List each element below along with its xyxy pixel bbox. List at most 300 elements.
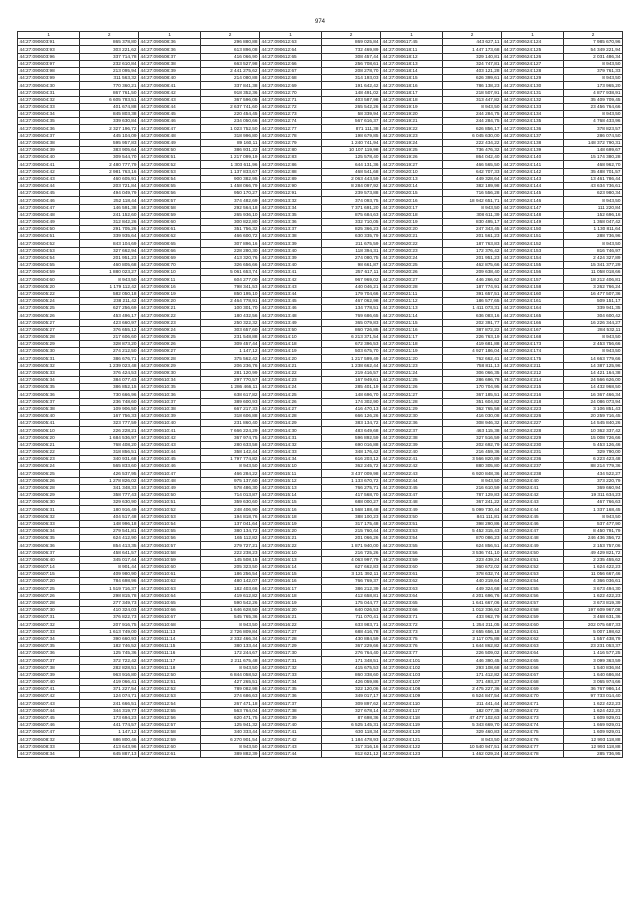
cadastral-value-cell: 223 439,24 bbox=[443, 556, 502, 563]
cadastral-number-cell: 44:27:090603:93 bbox=[18, 46, 80, 53]
cadastral-value-cell: 8 943,50 bbox=[201, 621, 260, 628]
cadastral-value-cell: 386 676,71 bbox=[80, 355, 139, 362]
cadastral-value-cell: 241 666,51 bbox=[80, 700, 139, 707]
cadastral-number-cell: 44:27:090610:47 bbox=[138, 470, 200, 477]
cadastral-number-cell: 44:27:090609:16 bbox=[138, 283, 200, 290]
cadastral-number-cell: 44:27:090608:52 bbox=[138, 161, 200, 168]
cadastral-value-cell: 6 524 847,54 bbox=[443, 693, 502, 700]
cadastral-number-cell: 44:27:090624:65 bbox=[501, 657, 563, 664]
cadastral-value-cell: 1 540 836,84 bbox=[564, 664, 623, 671]
cadastral-number-cell: 44:27:090608:53 bbox=[138, 168, 200, 175]
cadastral-number-cell: 44:27:090610:53 bbox=[138, 513, 200, 520]
cadastral-value-cell: 1 179 112,42 bbox=[80, 283, 139, 290]
cadastral-number-cell: 44:27:090609:10 bbox=[138, 269, 200, 276]
cadastral-number-cell: 44:27:090619:20 bbox=[380, 111, 442, 118]
cadastral-number-cell: 44:27:090612:55 bbox=[138, 707, 200, 714]
table-row bbox=[18, 125, 623, 132]
cadastral-value-cell: 3 099 363,59 bbox=[564, 657, 623, 664]
cadastral-number-cell: 44:27:090617:38 bbox=[259, 707, 321, 714]
cadastral-number-cell: 44:27:090613:42 bbox=[259, 276, 321, 283]
cadastral-value-cell: 466 284,22 bbox=[201, 470, 260, 477]
cadastral-value-cell: 419 681,88 bbox=[443, 341, 502, 348]
cadastral-value-cell: 359 630,60 bbox=[201, 499, 260, 506]
cadastral-value-cell: 2 441 275,62 bbox=[201, 67, 260, 74]
table-row bbox=[18, 664, 623, 671]
cadastral-value-cell: 503 675,70 bbox=[322, 348, 381, 355]
cadastral-number-cell: 44:27:090624:62 bbox=[501, 635, 563, 642]
table-row bbox=[18, 434, 623, 441]
table-row bbox=[18, 592, 623, 599]
cadastral-number-cell: 44:27:090616:10 bbox=[259, 549, 321, 556]
cadastral-value-cell: 257 617,11 bbox=[322, 269, 381, 276]
cadastral-value-cell: 2 235 455,62 bbox=[564, 556, 623, 563]
cadastral-number-cell: 44:27:090624:50 bbox=[501, 549, 563, 556]
table-row bbox=[18, 89, 623, 96]
cadastral-value-cell: 419 612,82 bbox=[201, 592, 260, 599]
cadastral-number-cell: 44:27:090608:51 bbox=[138, 154, 200, 161]
cadastral-value-cell: 880 305,80 bbox=[443, 463, 502, 470]
cadastral-value-cell: 416 066,90 bbox=[201, 53, 260, 60]
cadastral-value-cell: 118 394,31 bbox=[322, 247, 381, 254]
cadastral-value-cell: 7 666 224,29 bbox=[201, 427, 260, 434]
cadastral-value-cell: 596 892,59 bbox=[322, 434, 381, 441]
cadastral-number-cell: 44:27:090623:59 bbox=[380, 556, 442, 563]
table-row bbox=[18, 563, 623, 570]
cadastral-value-cell: 466 565,50 bbox=[443, 161, 502, 168]
table-row bbox=[18, 635, 623, 642]
cadastral-number-cell: 44:27:090612:53 bbox=[138, 693, 200, 700]
table-row bbox=[18, 60, 623, 67]
cadastral-value-cell: 125 941,32 bbox=[201, 722, 260, 729]
cadastral-number-cell: 44:27:090610:61 bbox=[138, 571, 200, 578]
cadastral-number-cell: 44:27:090624:144 bbox=[501, 182, 563, 189]
table-row bbox=[18, 448, 623, 455]
cadastral-value-cell: 280 633,58 bbox=[201, 441, 260, 448]
cadastral-number-cell: 44:27:090624:142 bbox=[501, 168, 563, 175]
cadastral-value-cell: 446 390,45 bbox=[443, 657, 502, 664]
cadastral-value-cell: 770 360,21 bbox=[80, 82, 139, 89]
cadastral-number-cell: 44:27:090608:48 bbox=[138, 132, 200, 139]
cadastral-number-cell: 44:27:090624:61 bbox=[501, 628, 563, 635]
cadastral-value-cell: 3 566 820,89 bbox=[443, 456, 502, 463]
cadastral-number-cell: 44:27:090624:66 bbox=[501, 664, 563, 671]
cadastral-value-cell: 6 223 423,48 bbox=[564, 456, 623, 463]
cadastral-number-cell: 44:27:090612:88 bbox=[259, 168, 321, 175]
cadastral-value-cell: 282 828,51 bbox=[80, 664, 139, 671]
cadastral-value-cell: 337 714,78 bbox=[80, 53, 139, 60]
cadastral-number-cell: 44:27:090617:43 bbox=[259, 743, 321, 750]
cadastral-value-cell: 434 522,27 bbox=[564, 470, 623, 477]
cadastral-number-cell: 44:27:090607:25 bbox=[18, 585, 80, 592]
cadastral-number-cell: 44:27:090624:158 bbox=[501, 283, 563, 290]
cadastral-value-cell: 327 678,14 bbox=[322, 707, 381, 714]
cadastral-number-cell: 44:27:090614:30 bbox=[259, 427, 321, 434]
cadastral-number-cell: 44:27:090624:133 bbox=[501, 103, 563, 110]
cadastral-value-cell: 167 949,61 bbox=[322, 377, 381, 384]
cadastral-number-cell: 44:27:090604:33 bbox=[18, 103, 80, 110]
cadastral-number-cell: 44:27:090615:11 bbox=[259, 470, 321, 477]
cadastral-number-cell: 44:27:090617:32 bbox=[259, 664, 321, 671]
cadastral-number-cell: 44:27:090620:28 bbox=[380, 283, 442, 290]
cadastral-value-cell: 403 121,28 bbox=[443, 67, 502, 74]
cadastral-value-cell: 231 860,40 bbox=[201, 420, 260, 427]
cadastral-value-cell: 194 818,76 bbox=[201, 513, 260, 520]
cadastral-value-cell: 274 686,63 bbox=[201, 693, 260, 700]
cadastral-value-cell: 1 622 422,23 bbox=[564, 592, 623, 599]
cadastral-value-cell: 327 516,59 bbox=[443, 434, 502, 441]
table-row bbox=[18, 420, 623, 427]
cadastral-value-cell: 15 174 380,28 bbox=[564, 154, 623, 161]
cadastral-number-cell: 44:27:090624:63 bbox=[501, 642, 563, 649]
cadastral-value-cell: 8 943,50 bbox=[80, 276, 139, 283]
cadastral-number-cell: 44:27:090612:63 bbox=[259, 39, 321, 46]
cadastral-value-cell: 732 469,89 bbox=[322, 46, 381, 53]
cadastral-value-cell: 449 324,68 bbox=[443, 585, 502, 592]
cadastral-value-cell: 219 416,57 bbox=[322, 369, 381, 376]
cadastral-number-cell: 44:27:090603:91 bbox=[18, 39, 80, 46]
cadastral-value-cell: 391 657,51 bbox=[443, 290, 502, 297]
cadastral-number-cell: 44:27:090624:56 bbox=[501, 592, 563, 599]
cadastral-value-cell: 203 721,84 bbox=[80, 182, 139, 189]
cadastral-value-cell: 640 026,53 bbox=[322, 607, 381, 614]
cadastral-number-cell: 44:27:090608:41 bbox=[138, 82, 200, 89]
cadastral-value-cell: 3 673 494,30 bbox=[564, 585, 623, 592]
cadastral-value-cell: 403 587,98 bbox=[322, 96, 381, 103]
cadastral-value-cell: 307 896,16 bbox=[201, 240, 260, 247]
cadastral-value-cell: 360 672,02 bbox=[443, 563, 502, 570]
cadastral-number-cell: 44:27:090621:27 bbox=[380, 391, 442, 398]
cadastral-value-cell: 466 600,72 bbox=[201, 233, 260, 240]
cadastral-number-cell: 44:27:090623:49 bbox=[380, 506, 442, 513]
cadastral-value-cell: 867 761,50 bbox=[80, 89, 139, 96]
cadastral-number-cell: 44:27:090624:151 bbox=[501, 233, 563, 240]
cadastral-value-cell: 15 341 377,29 bbox=[564, 262, 623, 269]
cadastral-value-cell: 620 471,75 bbox=[201, 714, 260, 721]
table-row bbox=[18, 398, 623, 405]
cadastral-value-cell: 308 457,44 bbox=[322, 53, 381, 60]
cadastral-value-cell: 214 080,88 bbox=[201, 75, 260, 82]
cadastral-number-cell: 44:27:090612:89 bbox=[259, 175, 321, 182]
cadastral-number-cell: 44:27:090610:52 bbox=[138, 506, 200, 513]
table-row bbox=[18, 333, 623, 340]
cadastral-value-cell: 412 658,81 bbox=[322, 592, 381, 599]
cadastral-number-cell: 44:27:090608:46 bbox=[138, 118, 200, 125]
cadastral-value-cell: 329 790,00 bbox=[564, 448, 623, 455]
cadastral-value-cell: 326 656,66 bbox=[201, 262, 260, 269]
cadastral-value-cell: 191 642,42 bbox=[322, 82, 381, 89]
cadastral-value-cell: 54 349 221,94 bbox=[564, 46, 623, 53]
cadastral-value-cell: 18 942 651,71 bbox=[443, 197, 502, 204]
cadastral-number-cell: 44:27:090604:59 bbox=[18, 269, 80, 276]
table-row bbox=[18, 700, 623, 707]
cadastral-number-cell: 44:27:090605:41 bbox=[18, 420, 80, 427]
cadastral-number-cell: 44:27:090614:27 bbox=[259, 405, 321, 412]
cadastral-number-cell: 44:27:090610:63 bbox=[138, 585, 200, 592]
cadastral-value-cell: 11 056 667,46 bbox=[564, 571, 623, 578]
cadastral-value-cell: 174 302,90 bbox=[322, 398, 381, 405]
cadastral-number-cell: 44:27:090624:77 bbox=[501, 743, 563, 750]
cadastral-number-cell: 44:27:090614:18 bbox=[259, 341, 321, 348]
cadastral-number-cell: 44:27:090617:40 bbox=[259, 722, 321, 729]
column-header: 2 bbox=[564, 32, 623, 39]
cadastral-number-cell: 44:27:090623:71 bbox=[380, 614, 442, 621]
cadastral-number-cell: 44:27:090621:12 bbox=[380, 297, 442, 304]
cadastral-number-cell: 44:27:090618:14 bbox=[380, 67, 442, 74]
cadastral-number-cell: 44:27:090612:51 bbox=[138, 678, 200, 685]
cadastral-number-cell: 44:27:090612:58 bbox=[138, 729, 200, 736]
cadastral-value-cell: 627 662,83 bbox=[322, 563, 381, 570]
cadastral-number-cell: 44:27:090606:10 bbox=[18, 427, 80, 434]
cadastral-value-cell: 2 424 327,89 bbox=[564, 254, 623, 261]
table-row bbox=[18, 103, 623, 110]
cadastral-value-cell: 1 641 667,06 bbox=[443, 599, 502, 606]
cadastral-value-cell: 171 348,51 bbox=[322, 657, 381, 664]
cadastral-value-cell: 798 341,53 bbox=[201, 283, 260, 290]
cadastral-value-cell: 2 464 778,91 bbox=[201, 297, 260, 304]
cadastral-value-cell: 234 050,66 bbox=[201, 118, 260, 125]
cadastral-number-cell: 44:27:090620:23 bbox=[380, 247, 442, 254]
cadastral-number-cell: 44:27:090619:22 bbox=[380, 125, 442, 132]
cadastral-value-table bbox=[17, 31, 623, 758]
cadastral-number-cell: 44:27:090605:34 bbox=[18, 377, 80, 384]
cadastral-value-cell: 460 805,68 bbox=[80, 262, 139, 269]
cadastral-value-cell: 427 265,51 bbox=[201, 678, 260, 685]
cadastral-number-cell: 44:27:090624:53 bbox=[501, 571, 563, 578]
cadastral-value-cell: 15 008 726,66 bbox=[564, 434, 623, 441]
cadastral-value-cell: 378 823,57 bbox=[564, 125, 623, 132]
cadastral-value-cell: 376 424,53 bbox=[80, 369, 139, 376]
table-row bbox=[18, 82, 623, 89]
cadastral-number-cell: 44:27:090620:26 bbox=[380, 269, 442, 276]
cadastral-number-cell: 44:27:090605:24 bbox=[18, 297, 80, 304]
cadastral-value-cell: 627 256,69 bbox=[80, 305, 139, 312]
cadastral-number-cell: 44:27:090618:12 bbox=[380, 53, 442, 60]
cadastral-value-cell: 711 070,41 bbox=[322, 614, 381, 621]
cadastral-number-cell: 44:27:090624:215 bbox=[501, 384, 563, 391]
cadastral-value-cell: 2 637 741,60 bbox=[201, 103, 260, 110]
cadastral-value-cell: 1 557 438,79 bbox=[564, 635, 623, 642]
cadastral-value-cell: 87 698,36 bbox=[322, 714, 381, 721]
cadastral-number-cell: 44:27:090610:34 bbox=[138, 377, 200, 384]
cadastral-number-cell: 44:27:090610:67 bbox=[138, 614, 200, 621]
cadastral-value-cell: 426 059,86 bbox=[322, 678, 381, 685]
cadastral-number-cell: 44:27:090609:28 bbox=[138, 355, 200, 362]
table-row bbox=[18, 53, 623, 60]
cadastral-value-cell: 387 872,22 bbox=[443, 326, 502, 333]
cadastral-number-cell: 44:27:090604:43 bbox=[18, 175, 80, 182]
cadastral-value-cell: 686 800,46 bbox=[80, 736, 139, 743]
cadastral-number-cell: 44:27:090610:68 bbox=[138, 621, 200, 628]
cadastral-number-cell: 44:27:090615:18 bbox=[259, 513, 321, 520]
cadastral-value-cell: 404 517,48 bbox=[80, 513, 139, 520]
cadastral-number-cell: 44:27:090606:24 bbox=[18, 463, 80, 470]
cadastral-value-cell: 3 262 766,24 bbox=[564, 283, 623, 290]
cadastral-number-cell: 44:27:090610:44 bbox=[138, 448, 200, 455]
cadastral-number-cell: 44:27:090624:123 bbox=[380, 750, 442, 757]
cadastral-number-cell: 44:27:090613:50 bbox=[259, 326, 321, 333]
cadastral-value-cell: 244 284,75 bbox=[443, 118, 502, 125]
cadastral-value-cell: 358 142,44 bbox=[201, 448, 260, 455]
table-row bbox=[18, 527, 623, 534]
cadastral-number-cell: 44:27:090607:44 bbox=[18, 707, 80, 714]
cadastral-value-cell: 367 974,75 bbox=[201, 434, 260, 441]
cadastral-number-cell: 44:27:090624:167 bbox=[501, 326, 563, 333]
cadastral-number-cell: 44:27:090609:30 bbox=[138, 369, 200, 376]
cadastral-number-cell: 44:27:090603:99 bbox=[18, 75, 80, 82]
cadastral-number-cell: 44:27:090605:38 bbox=[18, 405, 80, 412]
cadastral-value-cell: 197 609 967,08 bbox=[564, 607, 623, 614]
cadastral-number-cell: 44:27:090607:14 bbox=[18, 563, 80, 570]
table-row bbox=[18, 556, 623, 563]
cadastral-number-cell: 44:27:090609:24 bbox=[138, 326, 200, 333]
cadastral-value-cell: 413 320,76 bbox=[201, 254, 260, 261]
cadastral-number-cell: 44:27:090608:50 bbox=[138, 147, 200, 154]
cadastral-value-cell: 216 610,59 bbox=[443, 484, 502, 491]
cadastral-number-cell: 44:27:090613:37 bbox=[259, 226, 321, 233]
cadastral-number-cell: 44:27:090624:125 bbox=[501, 46, 563, 53]
cadastral-value-cell: 1 411 073,31 bbox=[443, 305, 502, 312]
cadastral-value-cell: 595 957,83 bbox=[80, 139, 139, 146]
cadastral-number-cell: 44:27:090604:55 bbox=[18, 262, 80, 269]
cadastral-value-cell: 1 303 611,96 bbox=[201, 161, 260, 168]
cadastral-value-cell: 124 074,71 bbox=[80, 693, 139, 700]
cadastral-number-cell: 44:27:090621:14 bbox=[380, 312, 442, 319]
cadastral-number-cell: 44:27:090604:39 bbox=[18, 147, 80, 154]
cadastral-number-cell: 44:27:090621:23 bbox=[380, 362, 442, 369]
cadastral-value-cell: 317 316,16 bbox=[322, 743, 381, 750]
cadastral-number-cell: 44:27:090623:55 bbox=[380, 542, 442, 549]
cadastral-value-cell: 216 459,36 bbox=[443, 448, 502, 455]
cadastral-number-cell: 44:27:090621:18 bbox=[380, 341, 442, 348]
cadastral-number-cell: 44:27:090624:127 bbox=[501, 60, 563, 67]
cadastral-value-cell: 309 544,70 bbox=[80, 154, 139, 161]
cadastral-number-cell: 44:27:090610:59 bbox=[138, 556, 200, 563]
cadastral-value-cell: 860 338,60 bbox=[322, 671, 381, 678]
table-row bbox=[18, 204, 623, 211]
cadastral-number-cell: 44:27:090611:14 bbox=[138, 635, 200, 642]
cadastral-number-cell: 44:27:090623:48 bbox=[380, 499, 442, 506]
cadastral-number-cell: 44:27:090609:21 bbox=[138, 305, 200, 312]
cadastral-value-cell: 645 887,13 bbox=[80, 750, 139, 757]
cadastral-value-cell: 766 769,37 bbox=[322, 578, 381, 585]
cadastral-number-cell: 44:27:090608:65 bbox=[138, 240, 200, 247]
table-row bbox=[18, 614, 623, 621]
cadastral-value-cell: 1 624 422,23 bbox=[564, 707, 623, 714]
cadastral-value-cell: 362 245,72 bbox=[322, 463, 381, 470]
cadastral-value-cell: 222 434,22 bbox=[443, 139, 502, 146]
cadastral-number-cell: 44:27:090614:34 bbox=[259, 456, 321, 463]
cadastral-value-cell: 638 617,82 bbox=[201, 391, 260, 398]
cadastral-value-cell: 232 610,84 bbox=[80, 60, 139, 67]
cadastral-value-cell: 467 766,63 bbox=[564, 499, 623, 506]
cadastral-number-cell: 44:27:090608:44 bbox=[138, 103, 200, 110]
cadastral-value-cell: 875 684,63 bbox=[322, 211, 381, 218]
cadastral-number-cell: 44:27:090610:49 bbox=[138, 484, 200, 491]
cadastral-value-cell: 362 765,58 bbox=[443, 405, 502, 412]
cadastral-value-cell: 768 408,20 bbox=[80, 441, 139, 448]
cadastral-value-cell: 252 118,44 bbox=[80, 197, 139, 204]
cadastral-number-cell: 44:27:090624:236 bbox=[501, 456, 563, 463]
cadastral-value-cell: 468 541,68 bbox=[322, 168, 381, 175]
cadastral-value-cell: 303 221,62 bbox=[80, 46, 139, 53]
cadastral-value-cell: 167 756,33 bbox=[80, 412, 139, 419]
cadastral-value-cell: 1 217 099,19 bbox=[201, 154, 260, 161]
column-header: 1 bbox=[138, 32, 200, 39]
cadastral-value-cell: 642 707,33 bbox=[443, 168, 502, 175]
cadastral-value-cell: 8 943,50 bbox=[443, 736, 502, 743]
cadastral-number-cell: 44:27:090617:28 bbox=[259, 635, 321, 642]
cadastral-number-cell: 44:27:090613:34 bbox=[259, 204, 321, 211]
cadastral-value-cell: 8 943,50 bbox=[564, 197, 623, 204]
cadastral-value-cell: 20 259 716,45 bbox=[564, 412, 623, 419]
table-row bbox=[18, 456, 623, 463]
cadastral-number-cell: 44:27:090609:20 bbox=[138, 297, 200, 304]
cadastral-value-cell: 322 120,06 bbox=[322, 686, 381, 693]
cadastral-number-cell: 44:27:090624:230 bbox=[501, 441, 563, 448]
cadastral-value-cell: 3 468 631,36 bbox=[564, 614, 623, 621]
table-row bbox=[18, 362, 623, 369]
cadastral-number-cell: 44:27:090610:55 bbox=[138, 527, 200, 534]
cadastral-value-cell: 311 563,32 bbox=[80, 75, 139, 82]
cadastral-number-cell: 44:27:090607:33 bbox=[18, 628, 80, 635]
cadastral-value-cell: 226 509,02 bbox=[443, 650, 502, 657]
cadastral-value-cell: 1 278 826,02 bbox=[80, 477, 139, 484]
cadastral-number-cell: 44:27:090604:30 bbox=[18, 82, 80, 89]
cadastral-number-cell: 44:27:090617:45 bbox=[380, 39, 442, 46]
table-row bbox=[18, 542, 623, 549]
cadastral-number-cell: 44:27:090612:64 bbox=[259, 46, 321, 53]
cadastral-number-cell: 44:27:090617:37 bbox=[259, 700, 321, 707]
cadastral-number-cell: 44:27:090620:15 bbox=[380, 190, 442, 197]
cadastral-number-cell: 44:27:090606:30 bbox=[18, 499, 80, 506]
table-row bbox=[18, 118, 623, 125]
cadastral-number-cell: 44:27:090612:52 bbox=[138, 686, 200, 693]
table-row bbox=[18, 369, 623, 376]
cadastral-number-cell: 44:27:090622:40 bbox=[380, 448, 442, 455]
cadastral-number-cell: 44:27:090606:34 bbox=[18, 527, 80, 534]
cadastral-value-cell: 6 605 783,51 bbox=[80, 96, 139, 103]
cadastral-value-cell: 445 104,09 bbox=[80, 132, 139, 139]
cadastral-value-cell: 6 045 630,00 bbox=[443, 132, 502, 139]
cadastral-value-cell: 180 432,56 bbox=[201, 312, 260, 319]
cadastral-number-cell: 44:27:090615:19 bbox=[259, 520, 321, 527]
cadastral-number-cell: 44:27:090620:14 bbox=[380, 182, 442, 189]
cadastral-value-cell: 372 722,42 bbox=[80, 657, 139, 664]
cadastral-value-cell: 339 935,64 bbox=[80, 233, 139, 240]
cadastral-number-cell: 44:27:090623:72 bbox=[380, 621, 442, 628]
cadastral-value-cell: 663 527,98 bbox=[201, 60, 260, 67]
cadastral-value-cell: 286 696,78 bbox=[443, 377, 502, 384]
cadastral-value-cell: 349 017,17 bbox=[322, 693, 381, 700]
column-header: 1 bbox=[18, 32, 80, 39]
cadastral-value-cell: 236 748,60 bbox=[80, 398, 139, 405]
cadastral-number-cell: 44:27:090615:16 bbox=[259, 506, 321, 513]
cadastral-value-cell: 202 075 687,33 bbox=[564, 621, 623, 628]
cadastral-value-cell: 58 339,94 bbox=[322, 111, 381, 118]
cadastral-value-cell: 5 453 126,46 bbox=[564, 441, 623, 448]
cadastral-value-cell: 10 540 947,51 bbox=[443, 743, 502, 750]
cadastral-value-cell: 201 561,23 bbox=[443, 233, 502, 240]
cadastral-number-cell: 44:27:090624:57 bbox=[501, 599, 563, 606]
cadastral-number-cell: 44:27:090624:148 bbox=[501, 211, 563, 218]
cadastral-number-cell: 44:27:090606:28 bbox=[18, 484, 80, 491]
cadastral-number-cell: 44:27:090609:26 bbox=[138, 341, 200, 348]
cadastral-number-cell: 44:27:090612:83 bbox=[259, 154, 321, 161]
cadastral-number-cell: 44:27:090609:25 bbox=[138, 333, 200, 340]
cadastral-value-cell: 217 606,60 bbox=[80, 333, 139, 340]
cadastral-value-cell: 389 600,93 bbox=[201, 398, 260, 405]
table-row bbox=[18, 650, 623, 657]
